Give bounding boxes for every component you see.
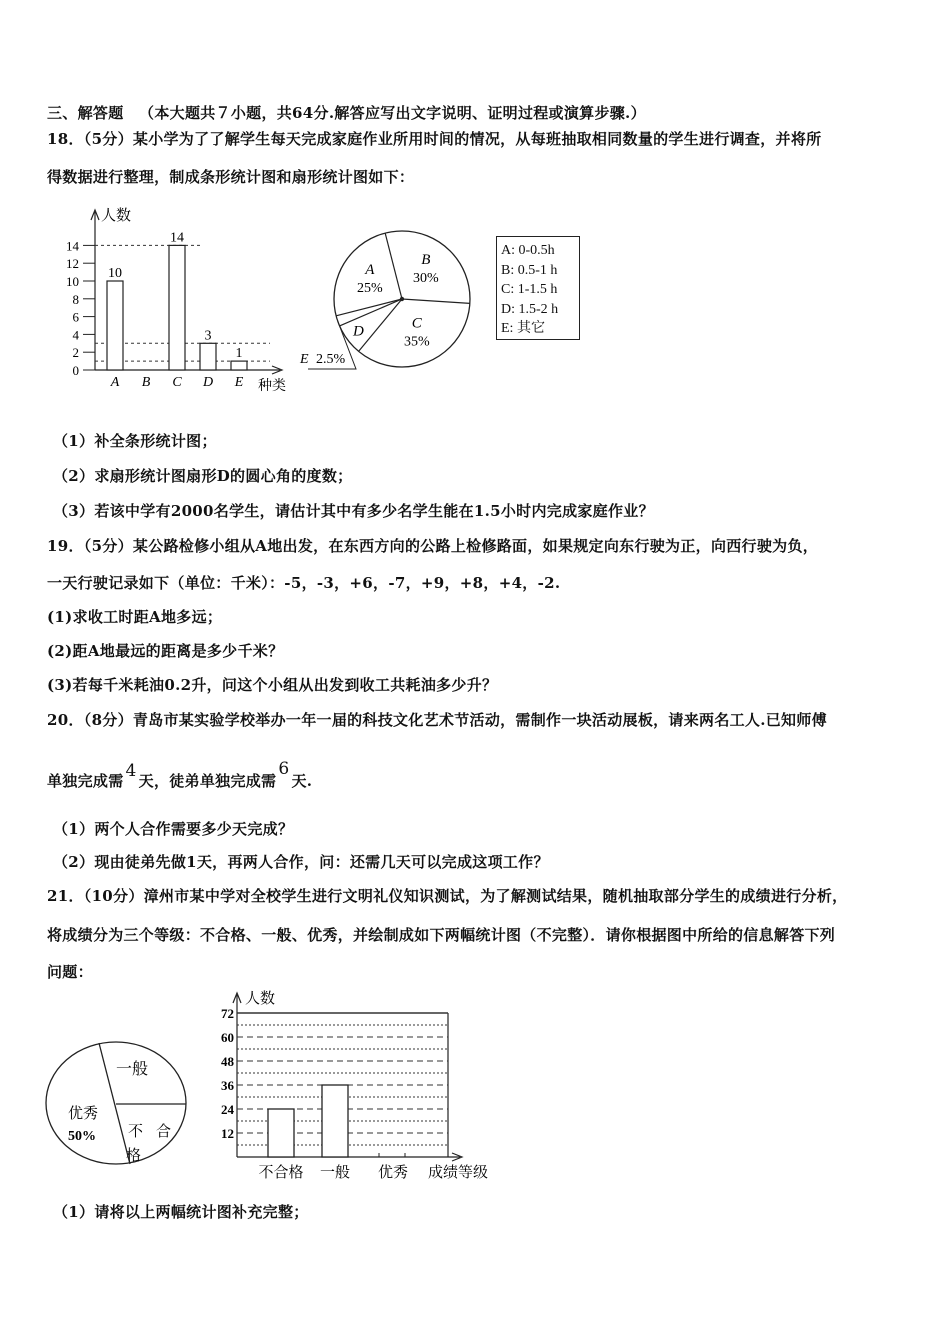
q18-stem-1: 18．（5分）某小学为了了解学生每天完成家庭作业所用时间的情况，从每班抽取相同数量的学生进行调查，并将所 xyxy=(47,130,822,148)
pie-slice-pct: 25% xyxy=(356,280,383,296)
q20-stem-2c: 天. xyxy=(291,772,313,790)
q21-stem-3: 问题： xyxy=(47,963,93,981)
q20-stem-2 xyxy=(47,759,313,791)
q18-pie-chart xyxy=(290,225,490,375)
x-tick-label: 一般 xyxy=(319,1165,351,1181)
bar xyxy=(169,245,185,370)
y-tick-label: 8 xyxy=(72,291,79,307)
x-axis-label: 种类 xyxy=(258,379,286,394)
legend-item: C: 1-1.5 h xyxy=(501,282,558,297)
y-tick-label: 24 xyxy=(221,1102,234,1117)
x-tick-label: B xyxy=(141,375,151,390)
y-tick-label: 48 xyxy=(221,1054,234,1069)
legend-item: D: 1.5-2 h xyxy=(501,301,559,317)
q21-pie-chart xyxy=(42,1040,192,1170)
pie-slice-label: C xyxy=(411,315,422,332)
y-tick-label: 6 xyxy=(72,309,79,325)
pie-slice-label: A xyxy=(365,261,375,278)
q19-stem-1: 19．（5分）某公路检修小组从A地出发，在东西方向的公路上检修路面，如果规定向东行驶为正，向西行驶为负， xyxy=(47,537,819,555)
pie-center xyxy=(400,297,404,301)
q18-part-2: （2）求扇形统计图扇形D的圆心角的度数； xyxy=(53,467,353,485)
x-tick-label: D xyxy=(202,375,214,390)
pie-label-fail-c: 格 xyxy=(126,1148,142,1164)
q20-part-2: （2）现由徒弟先做1天，再两人合作，问：还需几天可以完成这项工作？ xyxy=(53,853,549,871)
q19-stem-2: 一天行驶记录如下（单位：千米）：-5，-3，+6，-7，+9，+8，+4，-2. xyxy=(47,574,561,592)
q21-stem-1: 21．（10分）漳州市某中学对全校学生进行文明礼仪知识测试，为了解测试结果，随机抽取部分学生的成绩进行分析， xyxy=(47,887,848,905)
q18-legend xyxy=(496,236,580,340)
x-axis-label: 成绩等级 xyxy=(428,1165,489,1181)
section-title: 三、解答题 xyxy=(47,104,124,122)
pie-slice-label: E xyxy=(300,352,309,367)
pie-label-general: 一般 xyxy=(116,1061,149,1078)
pie-label-fail-a: 不 xyxy=(128,1124,144,1140)
q19-part-1: (1)求收工时距A地多远； xyxy=(47,608,223,626)
q19-part-2: (2)距A地最远的距离是多少千米？ xyxy=(47,642,284,660)
q18-part-3: （3）若该中学有2000名学生，请估计其中有多少名学生能在1.5小时内完成家庭作业？ xyxy=(53,502,654,520)
x-tick-label: 优秀 xyxy=(377,1165,409,1181)
bar xyxy=(107,281,123,370)
pie-slice-label: B xyxy=(421,252,431,269)
q20-days-apprentice: 6 xyxy=(278,759,290,779)
y-tick-label: 72 xyxy=(221,1006,234,1021)
pie-slice-pct: 2.5% xyxy=(316,352,346,367)
pie-label-excellent: 优秀 xyxy=(68,1106,99,1122)
bar-data-label: 10 xyxy=(108,266,122,281)
q20-days-master: 4 xyxy=(125,761,137,781)
q18-stem-2: 得数据进行整理，制成条形统计图和扇形统计图如下： xyxy=(47,168,415,186)
y-tick-label: 12 xyxy=(66,256,79,272)
pie-slice-pct: 30% xyxy=(413,271,439,287)
section-note: （本大题共７小题，共64分.解答应写出文字说明、证明过程或演算步骤.） xyxy=(139,104,646,122)
x-tick-label: C xyxy=(172,375,182,390)
q20-stem-2b: 天，徒弟单独完成需 xyxy=(138,772,277,790)
y-tick-label: 60 xyxy=(221,1030,234,1045)
bar xyxy=(200,343,216,370)
y-tick-label: 4 xyxy=(72,327,79,343)
pie-label-excellent-pct: 50% xyxy=(68,1129,96,1144)
q18-part-1: （1）补全条形统计图； xyxy=(53,432,217,450)
pie-label-fail-b: 合 xyxy=(156,1124,172,1140)
y-tick-label: 10 xyxy=(66,274,79,289)
bar xyxy=(231,361,247,370)
y-axis-label: 人数 xyxy=(245,991,276,1007)
x-tick-label: 不合格 xyxy=(258,1165,304,1181)
q19-part-3: (3)若每千米耗油0.2升，问这个小组从出发到收工共耗油多少升？ xyxy=(47,676,498,694)
pie-slice-pct: 35% xyxy=(403,334,430,350)
section-header xyxy=(47,102,646,123)
q21-part-1: （1）请将以上两幅统计图补充完整； xyxy=(53,1203,309,1221)
legend-item: B: 0.5-1 h xyxy=(501,262,558,278)
y-tick-label: 14 xyxy=(66,238,79,254)
legend-item: A: 0-0.5h xyxy=(501,243,555,258)
bar-data-label: 3 xyxy=(204,328,212,344)
q20-stem-2a: 单独完成需 xyxy=(47,772,124,790)
bar xyxy=(268,1109,294,1157)
y-tick-label: 0 xyxy=(72,363,79,378)
x-tick-label: A xyxy=(110,375,120,390)
q20-stem-1: 20．（8分）青岛市某实验学校举办一年一届的科技文化艺术节活动，需制作一块活动展板，请来两名工人.已知师傅 xyxy=(47,711,827,729)
q21-stem-2: 将成绩分为三个等级：不合格、一般、优秀，并绘制成如下两幅统计图（不完整）．请你根据图中所给的信息解答下列 xyxy=(47,926,836,944)
y-tick-label: 2 xyxy=(72,345,79,361)
bar-data-label: 14 xyxy=(170,230,184,246)
q20-part-1: （1）两个人合作需要多少天完成？ xyxy=(53,820,294,838)
bar xyxy=(322,1085,348,1157)
legend-item: E: 其它 xyxy=(501,321,545,336)
bar-data-label: 1 xyxy=(235,346,243,362)
x-tick-label: E xyxy=(234,375,244,390)
y-tick-label: 36 xyxy=(221,1078,234,1093)
q21-bar-chart xyxy=(205,985,505,1185)
q18-bar-chart xyxy=(60,200,310,400)
y-tick-label: 12 xyxy=(221,1126,234,1141)
pie-slice-label: D xyxy=(353,323,364,340)
y-axis-label: 人数 xyxy=(101,208,132,224)
